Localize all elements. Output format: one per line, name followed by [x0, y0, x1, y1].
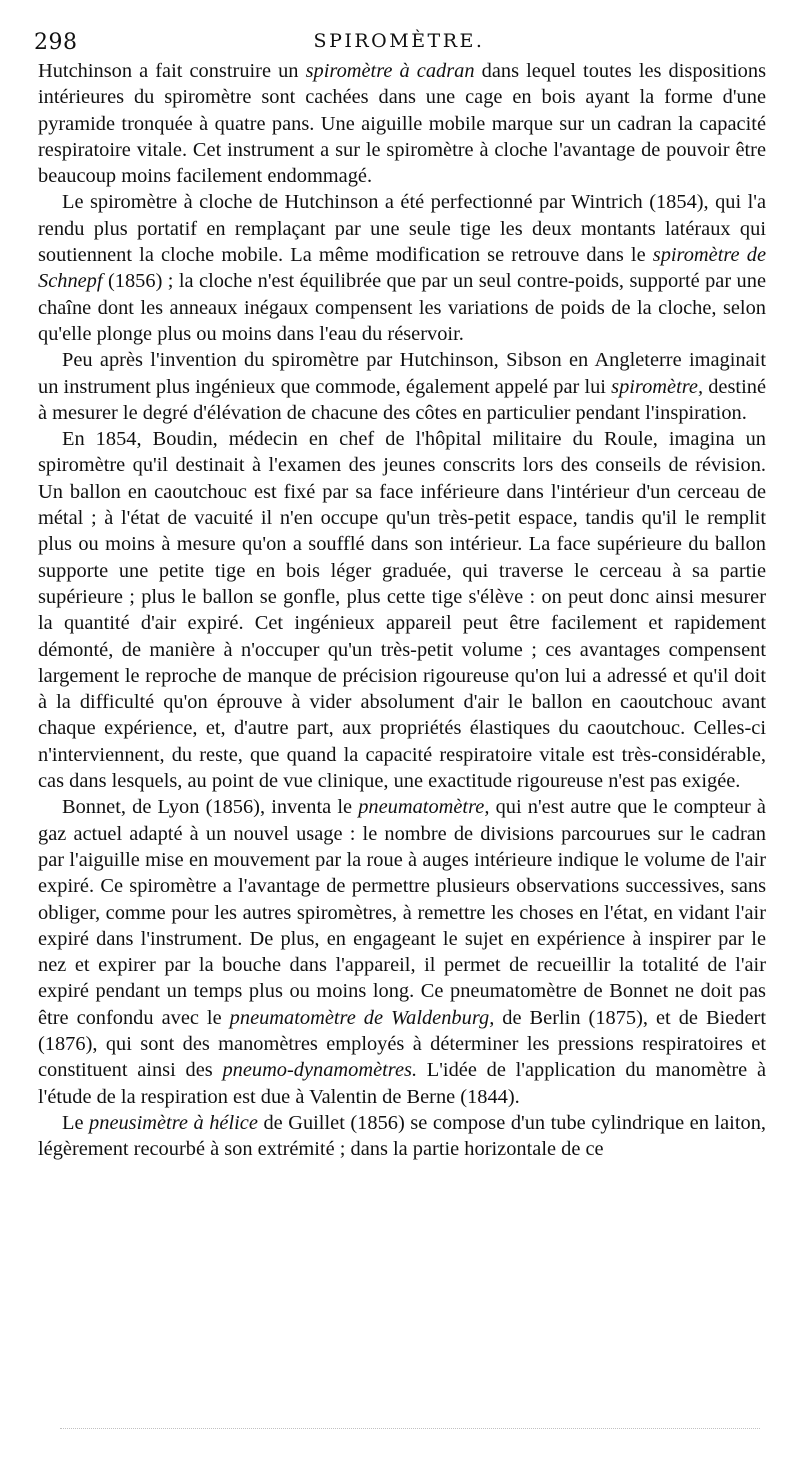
paragraph — [38, 58, 766, 189]
body-text — [38, 58, 766, 1162]
text-run: de Guillet (1856) se compose d'un tube cylindrique en laiton, légèrement recourbé à son extrémité ; dans la partie horizontale de ce — [38, 1111, 766, 1161]
text-run: (1856) ; la cloche n'est équilibrée que par un seul contre-poids, supporté par une chaîne dont les anneaux inégaux compensent les variations de poids de la cloche, selon qu'elle plonge plus ou moins dans l'eau du réservoir. — [38, 270, 766, 345]
italic-term: pneumatomètre de Waldenburg, — [229, 1006, 495, 1029]
italic-term: pneusimètre à hélice — [89, 1111, 258, 1134]
italic-term: spiromètre, — [611, 375, 704, 398]
paragraph — [38, 189, 766, 347]
text-run: En 1854, Boudin, médecin en chef de l'hôpital militaire du Roule, imagina un spiromètre qu'il destinait à l'examen des jeunes conscrits lors des conseils de révision. Un ballon en caoutchouc est fixé par sa face inférieure dans l'intérieur d'un cerceau de métal ; à l'état de vacuité il n'en occupe qu'un très-petit espace, tandis qu'il le remplit plus ou moins à mesure qu'on a soufflé dans son intérieur. La face supérieure du ballon supporte une petite tige en bois léger graduée, qui traverse le cerceau à sa partie supérieure ; plus le ballon se gonfle, plus cette tige s'élève : on peut donc ainsi mesurer la quantité d'air expiré. Cet ingénieux appareil peut être facilement et rapidement démonté, de manière à n'occuper qu'un très-petit volume ; ces avantages compensent largement le reproche de manque de précision rigoureuse qu'on lui a adressé et qu'il doit à la difficulté qu'on éprouve à vider absolument d'air le ballon en caoutchouc avant chaque expérience, et, d'autre part, aux propriétés élastiques du caoutchouc. Celles-ci n'interviennent, du reste, que quand la capacité respiratoire vitale est très-considérable, cas dans lesquels, au point de vue clinique, une exactitude rigoureuse n'est pas exigée. — [38, 428, 766, 793]
italic-term: spiromètre de Schnepf — [38, 244, 766, 293]
text-run: Hutchinson a fait construire un — [38, 60, 306, 82]
italic-term: pneumatomètre, — [358, 796, 490, 819]
text-run: de Berlin (1875), et de Biedert (1876), qui sont des manomètres employés à déterminer les pressions respiratoires et constituent ainsi des — [38, 1006, 766, 1082]
text-run: Bonnet, de Lyon (1856), inventa le — [62, 796, 359, 819]
text-run: qui n'est autre que le compteur à gaz actuel adapté à un nouvel usage : le nombre de divisions parcourues sur le cadran par l'aiguille mise en mouvement par la roue à auges intérieure indique le volume de l'air expiré. Ce spiromètre a l'avantage de permettre plusieurs observations successives, sans obliger, comme pour les autres spiromètres, à remettre les choses en l'état, en vidant l'air expiré dans l'instrument. De plus, en engageant le sujet en expérience à inspirer par le nez et expirer par la bouche dans l'appareil, il permet de recueillir la totalité de l'air expiré pendant un temps plus ou moins long. Ce pneumatomètre de Bonnet ne doit pas être confondu avec le — [38, 796, 766, 1029]
running-head: SPIROMÈTRE. — [313, 30, 485, 52]
text-run: dans lequel toutes les dispositions intérieures du spiromètre sont cachées dans une cage en bois ayant la forme d'une pyramide tronquée à quatre pans. Une aiguille mobile marque sur un cadran la capacité respiratoire vitale. Cet instrument a sur le spiromètre à cloche l'avantage de pouvoir être beaucoup moins facilement endommagé. — [38, 60, 766, 188]
text-run: Le — [62, 1111, 90, 1134]
text-run: L'idée de l'application du manomètre à l'étude de la respiration est due à Valentin de Berne (1844). — [38, 1059, 766, 1108]
bottom-rule — [60, 1428, 760, 1429]
italic-term: spiromètre à cadran — [305, 60, 475, 82]
text-run: destiné à mesurer le degré d'élévation de chacune des côtes en particulier pendant l'inspiration. — [38, 375, 766, 424]
paragraph — [38, 794, 766, 1110]
page-header — [34, 30, 764, 60]
paragraph — [38, 1110, 766, 1163]
page-number: 298 — [34, 30, 78, 55]
text-run: Peu après l'invention du spiromètre par Hutchinson, Sibson en Angleterre imaginait un instrument plus ingénieux que commode, également appelé par lui — [38, 349, 766, 398]
paragraph — [38, 347, 766, 426]
paragraph — [38, 426, 766, 794]
text-run: Le spiromètre à cloche de Hutchinson a été perfectionné par Wintrich (1854), qui l'a rendu plus portatif en remplaçant par une seule tige les deux montants latéraux qui soutiennent la cloche mobile. La même modification se retrouve dans le — [38, 191, 766, 267]
italic-term: pneumo-dynamomètres. — [222, 1059, 418, 1082]
